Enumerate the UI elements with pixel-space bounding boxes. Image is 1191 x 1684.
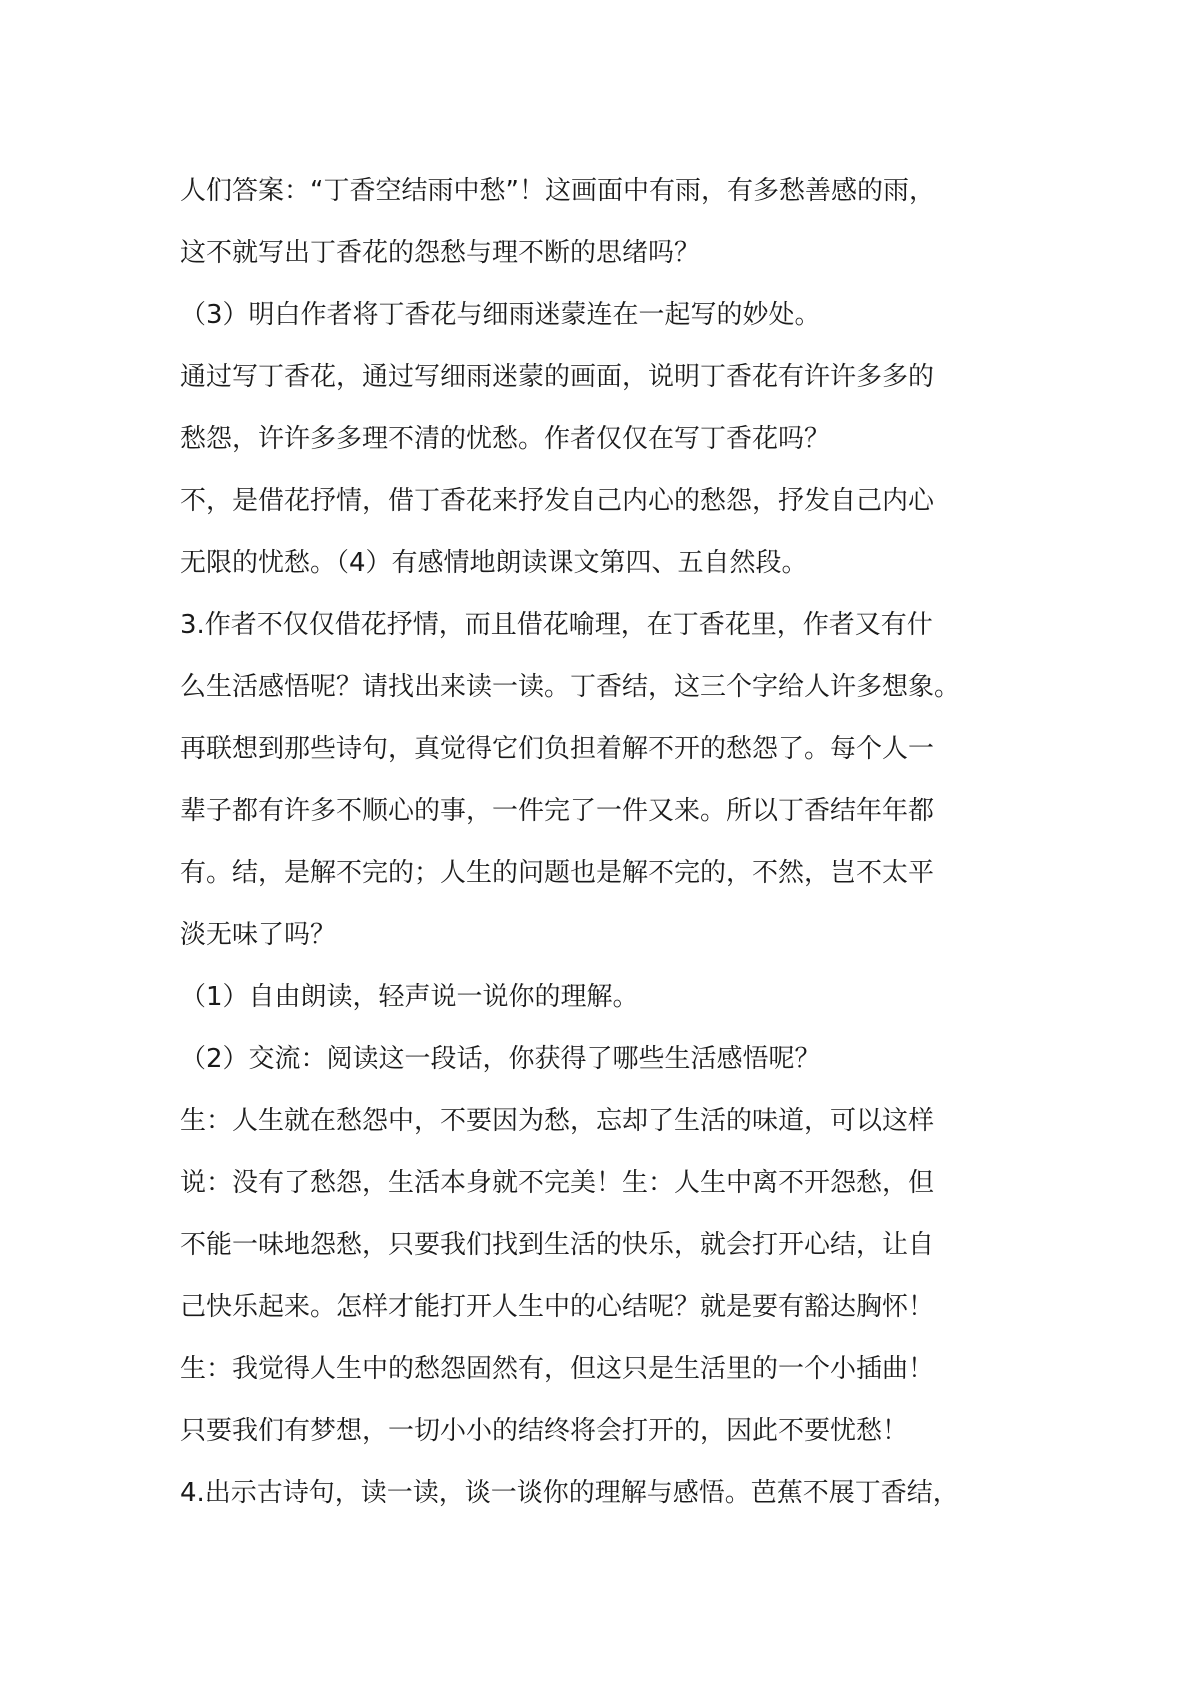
text-line: 无限的忧愁。（4）有感情地朗读课文第四、五自然段。 (180, 548, 808, 578)
text-line: 再联想到那些诗句，真觉得它们负担着解不开的愁怨了。每个人一 (180, 734, 935, 764)
text-line: （3）明白作者将丁香花与细雨迷蒙连在一起写的妙处。 (180, 300, 821, 330)
text-line: 么生活感悟呢？请找出来读一读。丁香结，这三个字给人许多想象。 (180, 672, 961, 702)
text-line: 有。结，是解不完的；人生的问题也是解不完的，不然，岂不太平 (180, 858, 935, 888)
text-line: 愁怨，许许多多理不清的忧愁。作者仅仅在写丁香花吗？ (180, 424, 831, 454)
text-line: 这不就写出丁香花的怨愁与理不断的思绪吗？ (180, 238, 701, 268)
text-line: 不能一味地怨愁，只要我们找到生活的快乐，就会打开心结，让自 (180, 1230, 935, 1260)
text-line: 4.出示古诗句，读一读，谈一谈你的理解与感悟。芭蕉不展丁香结， (180, 1478, 959, 1508)
text-line: 只要我们有梦想，一切小小的结终将会打开的，因此不要忧愁！ (180, 1416, 909, 1446)
text-line: （1）自由朗读，轻声说一说你的理解。 (180, 982, 639, 1012)
text-line: 不，是借花抒情，借丁香花来抒发自己内心的愁怨，抒发自己内心 (180, 486, 935, 516)
text-line: 己快乐起来。怎样才能打开人生中的心结呢？就是要有豁达胸怀！ (180, 1292, 935, 1322)
text-line: 生：人生就在愁怨中，不要因为愁，忘却了生活的味道，可以这样 (180, 1106, 935, 1136)
document-body (180, 160, 1060, 1524)
text-line: 3.作者不仅仅借花抒情，而且借花喻理，在丁香花里，作者又有什 (180, 610, 933, 640)
text-line: 淡无味了吗？ (180, 920, 337, 950)
text-line: 人们答案：“丁香空结雨中愁”！这画面中有雨，有多愁善感的雨， (180, 176, 935, 206)
text-line: 辈子都有许多不顺心的事，一件完了一件又来。所以丁香结年年都 (180, 796, 935, 826)
text-line: （2）交流：阅读这一段话，你获得了哪些生活感悟呢？ (180, 1044, 821, 1074)
text-line: 通过写丁香花，通过写细雨迷蒙的画面，说明丁香花有许许多多的 (180, 362, 935, 392)
text-line: 生：我觉得人生中的愁怨固然有，但这只是生活里的一个小插曲！ (180, 1354, 935, 1384)
text-line: 说：没有了愁怨，生活本身就不完美！生：人生中离不开怨愁，但 (180, 1168, 935, 1198)
